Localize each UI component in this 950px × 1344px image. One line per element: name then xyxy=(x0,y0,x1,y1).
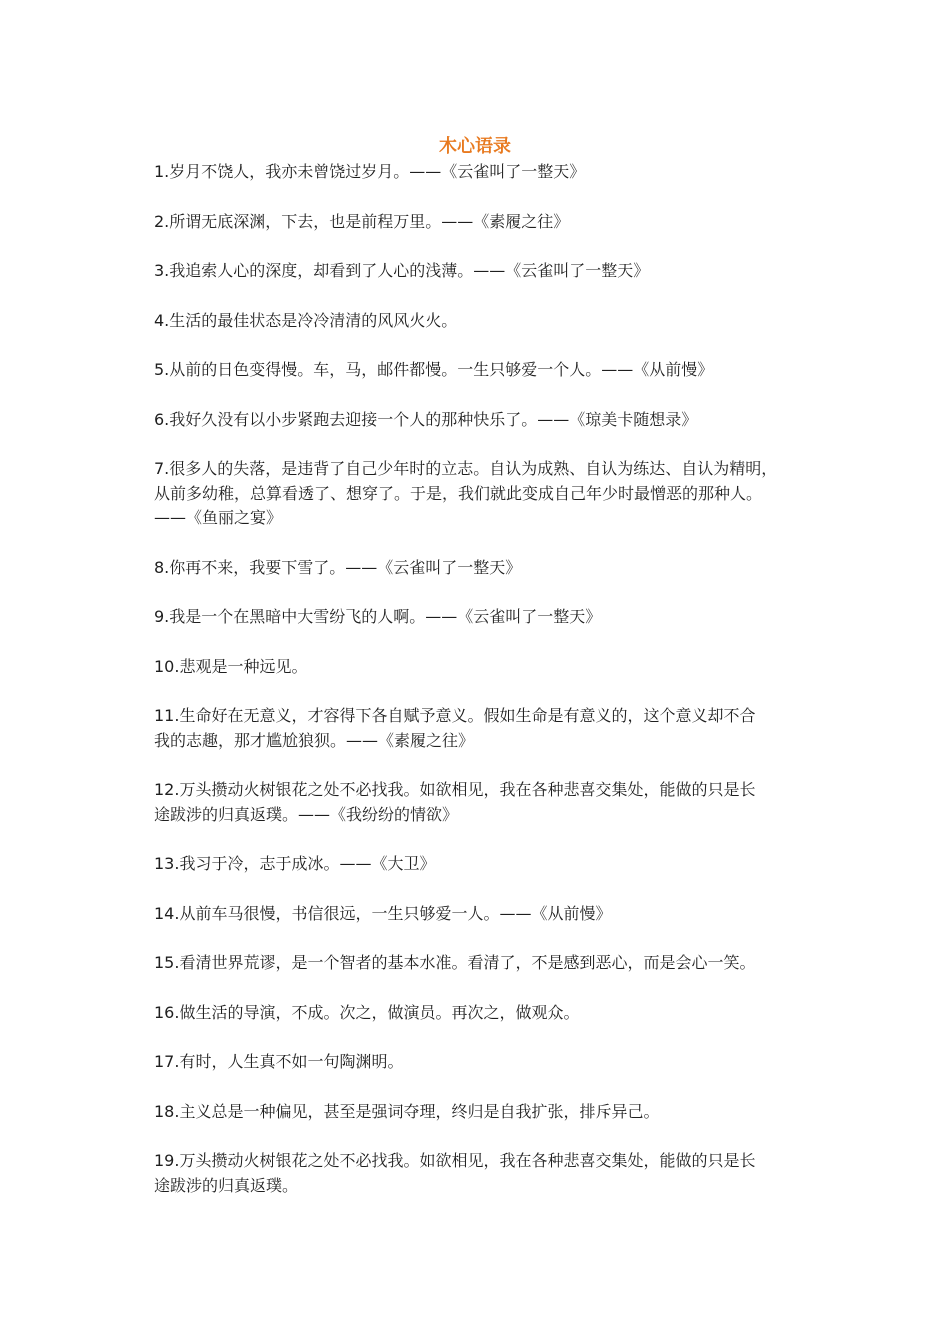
document-title: 木心语录 xyxy=(439,136,511,157)
quote-item-10: 10.悲观是一种远见。 xyxy=(154,656,308,676)
quote-item-9: 9.我是一个在黑暗中大雪纷飞的人啊。——《云雀叫了一整天》 xyxy=(154,607,602,626)
quote-item-3: 3.我追索人心的深度，却看到了人心的浅薄。——《云雀叫了一整天》 xyxy=(154,261,650,280)
quote-item-1: 1.岁月不饶人，我亦未曾饶过岁月。——《云雀叫了一整天》 xyxy=(154,162,586,181)
quote-item-18: 18.主义总是一种偏见，甚至是强词夺理，终归是自我扩张，排斥异己。 xyxy=(154,1101,660,1121)
quote-item-5: 5.从前的日色变得慢。车，马，邮件都慢。一生只够爱一个人。——《从前慢》 xyxy=(154,360,714,379)
quote-item-13: 13.我习于冷，志于成冰。——《大卫》 xyxy=(154,854,436,873)
quote-item-4: 4.生活的最佳状态是冷冷清清的风风火火。 xyxy=(154,310,458,330)
quote-item-17: 17.有时，人生真不如一句陶渊明。 xyxy=(154,1052,404,1071)
quote-item-15: 15.看清世界荒谬，是一个智者的基本水准。看清了，不是感到恶心，而是会心一笑。 xyxy=(154,953,756,972)
quote-item-2: 2.所谓无底深渊，下去，也是前程万里。——《素履之往》 xyxy=(154,211,570,231)
quote-item-6: 6.我好久没有以小步紧跑去迎接一个人的那种快乐了。——《琼美卡随想录》 xyxy=(154,409,698,429)
quote-item-7: 7.很多人的失落，是违背了自己少年时的立志。自认为成熟、自认为练达、自认为精明， 从前多幼稚，总算看透了、想穿了。于是，我们就此变成自己年少时最憎恶的那种人。 ——《鱼丽之宴》 xyxy=(154,459,778,527)
quote-item-12: 12.万头攒动火树银花之处不必找我。如欲相见，我在各种悲喜交集处，能做的只是长 途跋涉的归真返璞。——《我纷纷的情欲》 xyxy=(154,780,756,824)
quote-item-11: 11.生命好在无意义，才容得下各自赋予意义。假如生命是有意义的，这个意义却不合 我的志趣，那才尴尬狼狈。——《素履之往》 xyxy=(154,706,756,750)
quote-item-19: 19.万头攒动火树银花之处不必找我。如欲相见，我在各种悲喜交集处，能做的只是长 途跋涉的归真返璞。 xyxy=(154,1151,756,1195)
quote-item-14: 14.从前车马很慢，书信很远，一生只够爱一人。——《从前慢》 xyxy=(154,903,612,923)
quote-list xyxy=(154,160,804,1223)
quote-item-16: 16.做生活的导演，不成。次之，做演员。再次之，做观众。 xyxy=(154,1002,580,1022)
quote-item-8: 8.你再不来，我要下雪了。——《云雀叫了一整天》 xyxy=(154,557,522,577)
